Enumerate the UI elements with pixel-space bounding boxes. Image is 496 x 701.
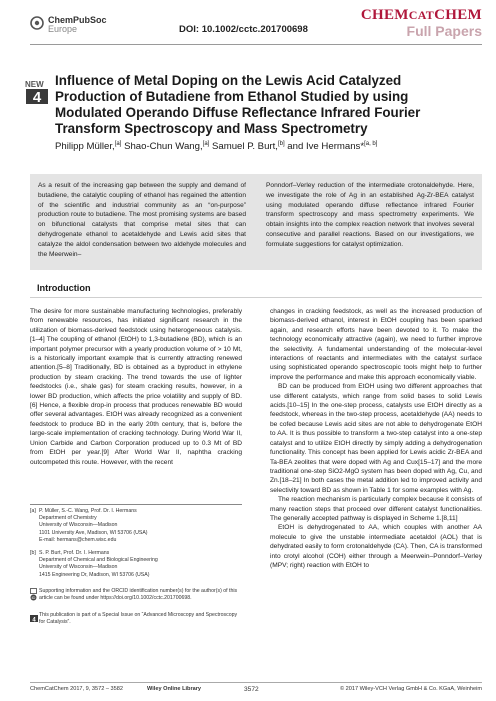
special-issue-badge-icon: [24, 78, 50, 104]
introduction-divider: [30, 297, 482, 298]
journal-header: [361, 8, 482, 38]
svg-text:NEW: NEW: [25, 80, 44, 89]
affiliation-line: Department of Chemical and Biological Engineering: [39, 557, 158, 564]
author-name: Philipp Müller,: [55, 141, 115, 153]
svg-text:4: 4: [32, 89, 42, 104]
footer-copyright: © 2017 Wiley-VCH Verlag GmbH & Co. KGaA, Weinheim: [339, 686, 482, 692]
supporting-info-note: [30, 588, 242, 610]
author-affiliation: [a]: [202, 141, 210, 147]
footer-divider: [30, 682, 482, 683]
orcid-icon: [30, 588, 37, 601]
author-affiliation: [a, b]: [364, 141, 378, 147]
body-paragraph: EtOH is dehydrogenated to AA, which couples with another AA molecule to give the unstable intermediate acetaldol (AOL) that is dehydrated easily to form crotonaldehyde (CA). Then, CA is transformed into crotyl alcohol (COH) either through a Meerwein–Ponndorf–Verley (MPV; right) reaction with EtOH to: [270, 524, 482, 569]
footer-citation: ChemCatChem 2017, 9, 3572 – 3582: [30, 686, 123, 692]
affiliation-line: S. P. Burt, Prof. Dr. I. Hermans: [39, 550, 110, 556]
affiliation-a: [30, 508, 242, 548]
journal-name: CHEMCATCHEM: [360, 7, 482, 23]
svg-text:iD: iD: [31, 595, 36, 600]
author-affiliation: [a]: [114, 141, 122, 147]
affiliation-label: [a]: [30, 508, 36, 514]
affiliation-email[interactable]: E-mail: hermans@chem.wisc.edu: [39, 536, 117, 543]
publisher-logo: [30, 16, 107, 34]
body-left-column: [30, 307, 242, 467]
special-issue-note: [30, 612, 242, 630]
author-affiliation: [b]: [277, 141, 285, 147]
body-right-column: [270, 307, 482, 570]
special-issue-text: This publication is part of a Special Issue on “Advanced Microscopy and Spectroscopy for Catalysis”.: [39, 612, 238, 626]
affiliation-line: University of Wisconsin—Madison: [39, 564, 118, 571]
affiliation-b: [30, 550, 242, 584]
abstract-right-column: Ponndorf–Verley reduction of the intermediate crotonaldehyde. Here, we investigate the role of Ag in an established Ag-Zr-BEA catalyst using modulated operando diffuse reflectance infrared Fourier transform spectroscopy and mass spectrometry experiments. We obtain insights into the complex reaction network that involves several consecutive and parallel reactions. Based on our investigations, we formulate suggestions for catalyst optimization.: [266, 182, 474, 248]
abstract-left-column: As a result of the increasing gap between the supply and demand of butadiene, the catalytic coupling of ethanol has regained the attention of the scientific and industrial community as an “on-purpose” production route to butadiene. The most promising systems are based on bifunctional catalysts that comprise metal sites that can dehydrogenate ethanol to acetaldehyde and Lewis acid sites that catalyze the aldol condensation between two aldehyde molecules and the Meerwein–: [38, 182, 246, 258]
svg-text:4: 4: [32, 617, 36, 622]
author-name: Samuel P. Burt,: [209, 141, 278, 153]
footer-library-link[interactable]: Wiley Online Library: [147, 686, 202, 692]
body-paragraph: The desire for more sustainable manufacturing technologies, preferably from renewable resources, has initiated significant research in the utilization of biomass-derived feedstock using heterogeneous catalysis.[1–4] The coupling of ethanol (EtOH) to 1,3-butadiene (BD), which is an important polymer precursor with a yearly production volume of > 10 Mt, is a historically important example that is currently attracting renewed attention.[5–8] Traditionally, BD is obtained as a byproduct in ethylene production by steam cracking. The trend towards the use of lighter feedstocks (i.e., shale gas) for steam cracking results, however, in a lower BD production, which affects the price volatility and supply of BD.[6] Hence, a flexible drop-in process that produces renewable BD would offer several advantages. EtOH was already recognized as a convenient feedstock to produce BD in the early 20th century, that is, before the large-scale implementation of cracking technology. During World War II, Union Carbide and Carbon Corporation produced up to 0.3 Mt of BD from EtOH per year.[9] After World War II, naphtha cracking outcompeted this route. However, with the recent: [30, 308, 242, 466]
body-paragraph: The reaction mechanism is particularly complex because it consists of many reaction steps that proceed over different catalyst functionalities. The generally accepted pathway is displayed in Scheme 1.[8,11]: [270, 496, 482, 522]
body-paragraph: BD can be produced from EtOH using two different approaches that use different catalysts, which range from solid bases to solid Lewis acids.[10–15] In the one-step process, catalysts use EtOH directly as a feedstock, whereas in the two-step process, acetaldehyde (AA) needs to be cofed because Lewis acid sites are not able to dehydrogenate EtOH to AA. It is thus possible to transform a two-step catalyst into a one-step catalyst and to utilize EtOH directly by simply adding a dehydrogenation functionality. This concept has been applied for Lewis acidic Zr-BEA and Ta-BEA zeolites that were doped with Ag and Cux[15–17] and the more traditional one-step SiO2-MgO system has been doped with Ag, Cu, and Zn.[18–21] In both cases the metal addition led to improved activity and selectivity toward BD as shown in Table 1 for some examples with Ag.: [270, 383, 482, 494]
affiliation-line: Department of Chemistry: [39, 515, 97, 522]
author-name: Shao-Chun Wang,: [121, 141, 203, 153]
author-list: [55, 141, 475, 152]
article-title: Influence of Metal Doping on the Lewis Acid Catalyzed Production of Butadiene from Ethanol Studied by using Modulated Operando Diffuse Reflectance Infrared Fourier Transform Spectroscopy and Mass Spectrometry: [55, 73, 421, 136]
affiliation-label: [b]: [30, 550, 36, 556]
footnote-divider: [30, 504, 242, 505]
affiliation-line: University of Wisconsin—Madison: [39, 522, 118, 529]
publisher-region: Europe: [48, 24, 78, 34]
introduction-heading: Introduction: [37, 283, 91, 293]
header-divider: [30, 44, 482, 45]
author-name: and Ive Hermans*: [284, 141, 365, 153]
body-paragraph: changes in cracking feedstock, as well as the increased production of biomass-derived ethanol, interest in EtOH coupling has been sparked again, and research efforts have been devoted to it. To make the technology economically attractive (again), we need to further improve the selectivity. A fundamental understanding of the molecular-level interactions of reactants and intermediates with the catalyst surface using sophisticated operando spectroscopic tools might help to further improve the performance and make this approach economically viable.: [270, 308, 482, 381]
page-number: 3572: [244, 686, 259, 693]
affiliation-line: P. Müller, S.-C. Wang, Prof. Dr. I. Hermans: [39, 508, 137, 514]
special-issue-small-icon: [30, 612, 38, 622]
article-doi[interactable]: DOI: 10.1002/cctc.201700698: [179, 24, 308, 35]
chempubsoc-logo-icon: [30, 16, 44, 30]
publisher-name: ChemPubSoc: [48, 15, 107, 25]
section-label: Full Papers: [406, 23, 482, 39]
affiliation-line: 1415 Engineering Dr, Madison, WI 53706 (USA): [39, 571, 150, 578]
supporting-info-text[interactable]: Supporting information and the ORCID identification number(s) for the author(s) of this article can be found under https://doi.org/10.1002/cctc.201700698.: [39, 588, 238, 602]
abstract-box: [30, 174, 482, 270]
affiliation-line: 1101 University Ave, Madison, WI 53706 (USA): [39, 529, 148, 536]
